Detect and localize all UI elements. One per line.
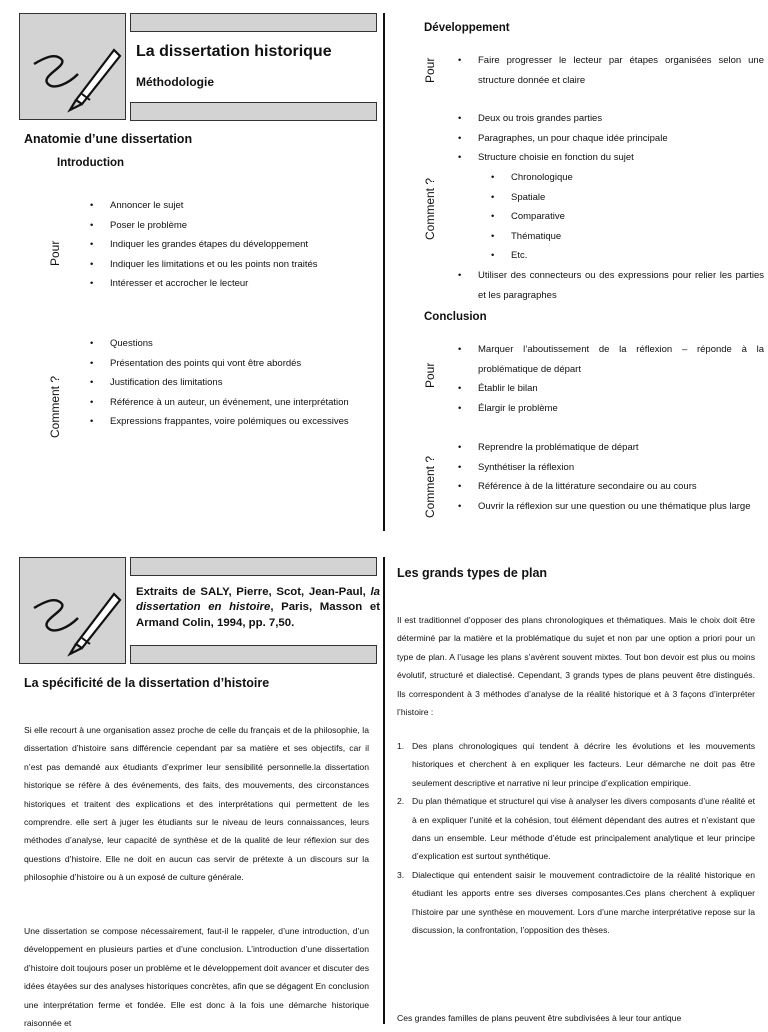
list-item xyxy=(397,866,755,940)
list-item: • Deux ou trois grandes parties xyxy=(456,109,764,129)
dev-comment-label: Comment ? xyxy=(423,177,437,240)
list-item: • Etc. xyxy=(456,246,764,266)
intro-comment-label: Comment ? xyxy=(48,375,62,438)
list-item: • Intéresser et accrocher le lecteur xyxy=(88,274,370,294)
page-subtitle: Méthodologie xyxy=(136,75,214,89)
dev-pour-label: Pour xyxy=(423,57,437,83)
column-divider-top xyxy=(383,13,385,531)
citation xyxy=(136,585,380,631)
paragraph: Une dissertation se compose nécessairement, faut-il le rappeler, d’une introduction, d’un développement en plusieurs parties et d’une conclusion. L’introduction d’une dissertation d’histoire doit toujours poser un problème et le développement doit avancer et discuter des idées étayées sur des analyses historiques concrètes, afin que se dégagent En conclusion une interprétation ferme et fondée. Elle est donc à la fois une démarche historique raisonnée et xyxy=(24,926,369,1029)
paragraph: Si elle recourt à une organisation assez proche de celle du français et de la philosophie, la dissertation d’histoire sans différencie cependant par sa matière et ses objectifs, car il n’est pas demandé aux étudiants d’exprimer leur sensibilité personnelle.la dissertation historique se réfère à des événements, des faits, des mouvements, des circonstances historiques et traitent des explications et des interprétations qui permettent de les comprendre. elle sert à juger les étudiants sur le niveau de leurs connaissances, leurs méthodes d’analyse, leur capacité de synthèse et de la qualité de leur réflexion sur des questions d’histoire. Elle ne doit en aucun cas servir de prétexte à un discours sur la philosophie d’histoire ou à un exposé de culture générale. xyxy=(24,725,369,883)
list-item: • Indiquer les limitations et ou les points non traités xyxy=(88,255,370,275)
list-text: Des plans chronologiques qui tendent à décrire les évolutions et les mouvements historiques et cherchent à en expliquer les facteurs. Leur démarche ne doit pas être seulement descriptive et narrative ni leur principe d’explication empirique. xyxy=(412,741,755,788)
list-text: Dialectique qui entendent saisir le mouvement contradictoire de la réalité historique en étudiant les apports entre ses diverses composantes.Ces plans cherchent à expliquer l’histoire par une synthèse en mouvement. Lors d’une marche interprétative repose sur la discussion, la confrontation, l’opposition des thèses. xyxy=(412,869,755,936)
header-bar-bottom xyxy=(130,102,377,121)
list-item: • Élargir le problème xyxy=(456,399,764,419)
list-item: • Marquer l’aboutissement de la réflexion – réponde à la problématique de départ xyxy=(456,340,764,379)
header-bar-top-2 xyxy=(130,557,377,576)
page-title: La dissertation historique xyxy=(136,43,332,60)
dev-comment-list-end xyxy=(456,266,764,305)
list-item: • Paragraphes, un pour chaque idée principale xyxy=(456,129,764,149)
list-item: • Référence à un auteur, un événement, une interprétation xyxy=(88,393,370,413)
list-item: • Thématique xyxy=(456,227,764,247)
citation-prefix: Extraits de SALY, Pierre, Scot, Jean-Paul, xyxy=(136,586,366,598)
section-heading-specificite: La spécificité de la dissertation d’histoire xyxy=(24,676,270,690)
intro-pour-label: Pour xyxy=(48,240,62,266)
list-item: • Justification des limitations xyxy=(88,373,370,393)
plan-types-list xyxy=(397,737,755,939)
concl-comment-list xyxy=(456,438,764,516)
list-item: • Spatiale xyxy=(456,188,764,208)
list-item: • Utiliser des connecteurs ou des expressions pour relier les parties et les paragraphes xyxy=(456,266,764,305)
list-item: • Établir le bilan xyxy=(456,379,764,399)
quill-pen-icon xyxy=(20,14,127,121)
list-item: • Synthétiser la réflexion xyxy=(456,458,764,478)
list-item: • Questions xyxy=(88,334,370,354)
list-item xyxy=(397,792,755,866)
list-text: Du plan thématique et structurel qui vise à analyser les divers composants d’une réalité et à en expliquer l’unité et la cohésion, tout élément dépendant des autres et n’existant que dans un ensemble. Leur méthode d’étude est principalement analytique et leur principe d’explication est surtout synthétique. xyxy=(412,796,755,862)
citation-suffix: , Paris, Masson et Armand Colin, 1994, pp. 7,50. xyxy=(136,601,381,629)
list-item: • Faire progresser le lecteur par étapes organisées selon une structure donnée et claire xyxy=(456,51,764,90)
list-item: • Structure choisie en fonction du sujet xyxy=(456,148,764,168)
quill-pen-icon xyxy=(20,558,127,665)
list-item xyxy=(397,737,755,792)
header-bar-bottom-2 xyxy=(130,645,377,664)
list-item: • Chronologique xyxy=(456,168,764,188)
list-number: 1. xyxy=(397,741,405,751)
list-item: • Référence à de la littérature secondaire ou au cours xyxy=(456,477,764,497)
column-divider-bottom xyxy=(383,557,385,1024)
intro-comment-list xyxy=(88,334,370,432)
subheading-introduction: Introduction xyxy=(57,157,125,169)
quill-logo-2 xyxy=(19,557,126,664)
paragraph: Ces grandes familles de plans peuvent être subdivisées à leur tour antique xyxy=(397,1013,682,1023)
citation-title: la dissertation en histoire xyxy=(136,586,380,614)
dev-comment-list xyxy=(456,109,764,168)
concl-comment-label: Comment ? xyxy=(423,455,437,518)
subheading-conclusion: Conclusion xyxy=(424,311,487,323)
header-bar-top xyxy=(130,13,377,32)
list-item: • Annoncer le sujet xyxy=(88,196,370,216)
dev-pour-list xyxy=(456,51,764,90)
list-number: 3. xyxy=(397,869,405,880)
concl-pour-list xyxy=(456,340,764,418)
intro-pour-list xyxy=(88,196,370,294)
list-item: • Reprendre la problématique de départ xyxy=(456,438,764,458)
paragraph: Il est traditionnel d’opposer des plans chronologiques et thématiques. Mais le choix doit être déterminé par la matière et la problématique du sujet et non par une option a priori pour un type de plan. A l’usage les plans s’avèrent souvent mixtes. Tout bon devoir est plus ou moins évolutif, structuré et dialectisé. Cependant, 3 grands types de plans peuvent être distingués. Ils correspondent à 3 méthodes d’analyse de la réalité historique et à 3 façons d’interpréter l’histoire : xyxy=(397,615,755,718)
list-item: • Indiquer les grandes étapes du développement xyxy=(88,235,370,255)
subheading-developpement: Développement xyxy=(424,22,510,34)
list-item: • Ouvrir la réflexion sur une question ou une thématique plus large xyxy=(456,497,764,517)
dev-comment-sublist xyxy=(456,168,764,266)
list-number: 2. xyxy=(397,796,405,807)
list-item: • Poser le problème xyxy=(88,216,370,236)
quill-logo xyxy=(19,13,126,120)
list-item: • Présentation des points qui vont être abordés xyxy=(88,354,370,374)
section-heading-anatomie: Anatomie d’une dissertation xyxy=(24,132,193,146)
list-item: • Expressions frappantes, voire polémiques ou excessives xyxy=(88,412,370,432)
section-heading-plans: Les grands types de plan xyxy=(397,566,548,580)
list-item: • Comparative xyxy=(456,207,764,227)
concl-pour-label: Pour xyxy=(423,362,437,388)
